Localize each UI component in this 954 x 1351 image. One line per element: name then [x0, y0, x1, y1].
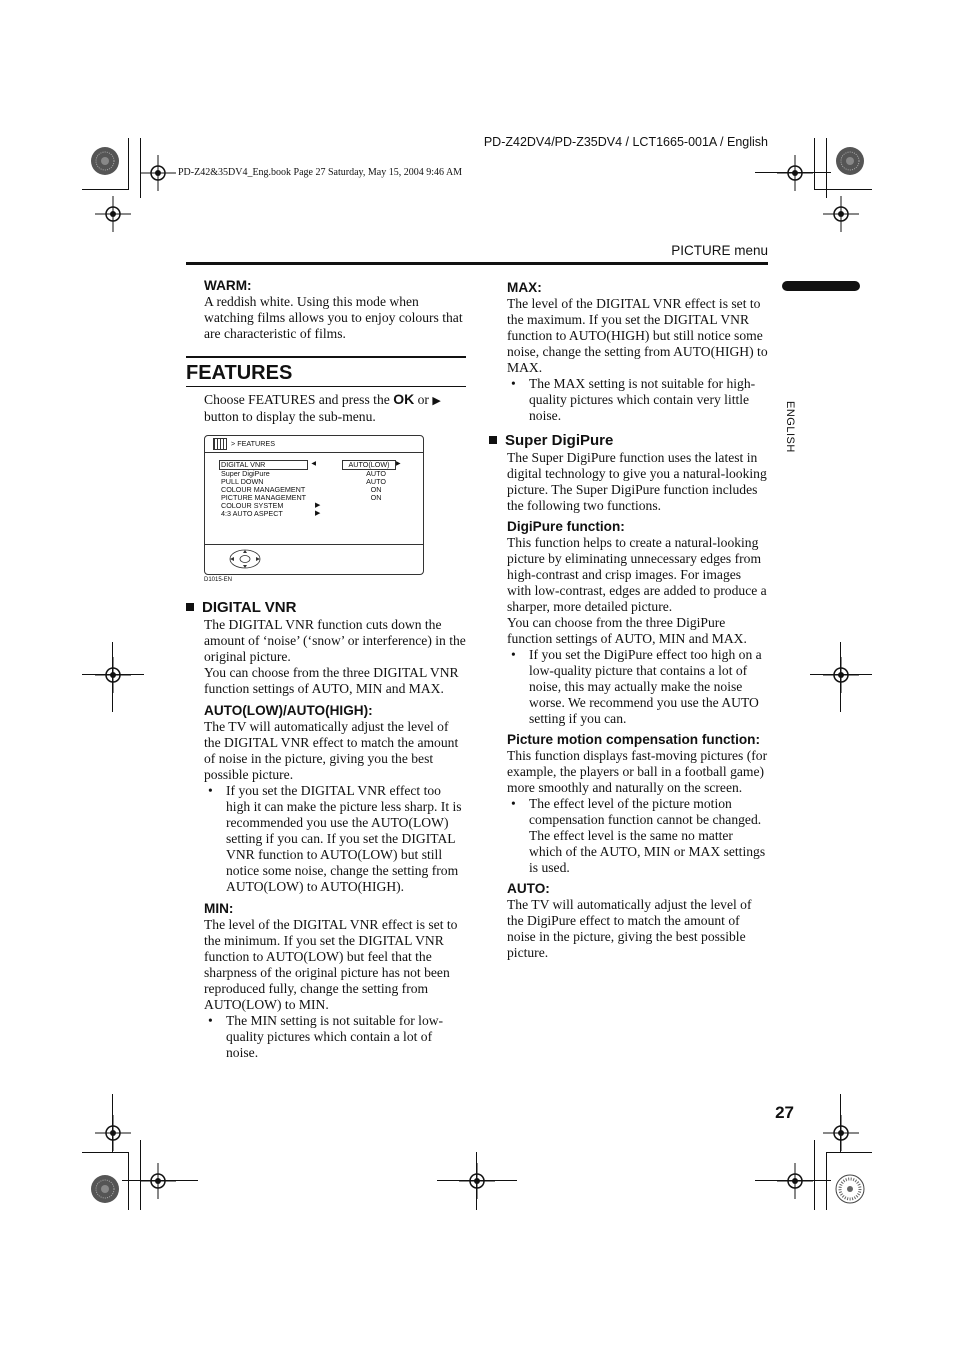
bullet-icon: •	[208, 1013, 213, 1028]
bullet-text: The MAX setting is not suitable for high-quality pictures which contain very little noise.	[529, 376, 756, 423]
bullet-text: The effect level of the picture motion compensation function cannot be changed. The effect level is the same no matter which of the AUTO, MIN or MAX settings is used.	[529, 796, 766, 875]
registration-crosshair-icon	[95, 196, 131, 232]
auto-low-high-heading: AUTO(LOW)/AUTO(HIGH):	[204, 703, 373, 718]
menu-rows	[219, 460, 419, 518]
square-bullet-icon	[186, 603, 194, 611]
menu-row-arrow: ▶	[315, 510, 321, 517]
features-intro-a: Choose FEATURES and press the	[204, 392, 390, 407]
digital-vnr-heading	[186, 599, 466, 617]
bullet-text: The MIN setting is not suitable for low-quality pictures which contain a lot of noise.	[226, 1013, 444, 1060]
vnr-paragraph-1: The DIGITAL VNR function cuts down the amount of ‘noise’ (‘snow’ or interference) in the original picture.	[204, 617, 466, 664]
header-rule	[186, 262, 768, 265]
digital-vnr-heading-text: DIGITAL VNR	[202, 599, 297, 616]
menu-header	[205, 436, 423, 453]
remote-dpad-icon	[229, 549, 261, 569]
auto-low-high-bullet	[204, 783, 466, 895]
registration-crosshair-icon	[777, 1163, 813, 1199]
features-rule-top	[186, 356, 466, 358]
menu-image-code: D1015-EN	[204, 577, 233, 583]
menu-tv-icon	[213, 438, 227, 450]
square-bullet-icon	[489, 436, 497, 444]
registration-crosshair-icon	[777, 155, 813, 191]
bullet-text: If you set the DigiPure effect too high on a low-quality picture that contains a lot of noise, this may actually make the noise worse. We recommend you use the AUTO setting if you can.	[529, 647, 762, 726]
super-digipure-text: The Super DigiPure function uses the latest in digital technology to give you a natural-looking picture. The Super DigiPure function includes the following two functions.	[507, 450, 767, 513]
book-stamp: PD-Z42&35DV4_Eng.book Page 27 Saturday, May 15, 2004 9:46 AM	[178, 167, 463, 178]
menu-row-value: ON	[370, 493, 382, 502]
min-text: The level of the DIGITAL VNR effect is set to the minimum. If you set the DIGITAL VNR function to AUTO(LOW) but feel that the sharpness of the original picture has not been reproduced fully, change the setting from AUTO(LOW) to MIN.	[204, 917, 458, 1012]
menu-right-arrow-icon: ▶	[396, 461, 401, 467]
registration-sunburst-icon	[90, 146, 120, 176]
menu-row-value: AUTO(LOW)	[342, 460, 396, 470]
registration-crosshair-icon	[823, 196, 859, 232]
auto-low-high-text: The TV will automatically adjust the level of the DIGITAL VNR effect to match the amount of noise in the picture, giving you the best possible picture.	[204, 719, 459, 782]
menu-row-auto-aspect	[219, 510, 419, 518]
digipure-function-text-1: This function helps to create a natural-looking picture by eliminating unnecessary edges from high-contrast and crisp images. For images with low-contrast, edges are added to produce a sharper, more detailed picture.	[507, 535, 767, 614]
menu-row-label: 4:3 AUTO ASPECT	[221, 509, 283, 518]
menu-row-label: Super DigiPure	[221, 469, 270, 478]
motion-compensation-heading: Picture motion compensation function:	[507, 732, 760, 747]
registration-crosshair-icon	[459, 1163, 495, 1199]
registration-crosshair-icon	[140, 155, 176, 191]
min-heading: MIN:	[204, 901, 234, 916]
registration-sunburst-icon	[835, 1174, 865, 1204]
language-tab-bar	[782, 281, 860, 291]
super-digipure-heading-text: Super DigiPure	[505, 432, 614, 449]
menu-row-label: PICTURE MANAGEMENT	[221, 493, 307, 502]
digipure-function-heading: DigiPure function:	[507, 519, 625, 534]
registration-crosshair-icon	[95, 657, 131, 693]
menu-row-value: AUTO	[366, 477, 386, 486]
registration-sunburst-icon	[835, 146, 865, 176]
menu-row-label: COLOUR SYSTEM	[221, 501, 284, 510]
menu-breadcrumb: > FEATURES	[231, 439, 275, 448]
features-intro-c: button to display the sub-menu.	[204, 409, 376, 424]
bullet-icon: •	[511, 647, 516, 662]
registration-crosshair-icon	[823, 1115, 859, 1151]
bullet-icon: •	[511, 796, 516, 811]
menu-row-label: DIGITAL VNR	[219, 460, 308, 470]
bullet-icon: •	[511, 376, 516, 391]
registration-crosshair-icon	[823, 657, 859, 693]
features-intro-b: or	[417, 392, 429, 407]
bullet-icon: •	[208, 783, 213, 798]
registration-sunburst-icon	[90, 1174, 120, 1204]
auto-text: The TV will automatically adjust the level of the DigiPure effect to match the amount of noise in the picture, giving the best possible picture.	[507, 897, 752, 960]
document-reference: PD-Z42DV4/PD-Z35DV4 / LCT1665-001A / English	[483, 135, 768, 149]
max-heading: MAX:	[507, 280, 542, 295]
motion-compensation-text: This function displays fast-moving pictures (for example, the players or ball in a football game) more smoothly and naturally on the screen.	[507, 748, 768, 795]
registration-crosshair-icon	[95, 1115, 131, 1151]
motion-compensation-bullet	[507, 796, 768, 876]
menu-row-value: AUTO	[366, 469, 386, 478]
menu-row-value: ON	[370, 485, 382, 494]
right-column	[507, 280, 768, 961]
language-tab-label: ENGLISH	[784, 401, 796, 453]
page-number: 27	[775, 1103, 794, 1122]
max-bullet	[507, 376, 768, 424]
menu-footer-rule	[205, 544, 423, 545]
features-title: FEATURES	[186, 362, 293, 384]
digipure-function-text-2: You can choose from the three DigiPure function settings of AUTO, MIN and MAX.	[507, 615, 747, 646]
auto-heading: AUTO:	[507, 881, 550, 896]
menu-row-label: PULL DOWN	[221, 477, 264, 486]
warm-text: A reddish white. Using this mode when watching films allows you to enjoy colours that are characteristic of films.	[204, 294, 463, 341]
menu-row-label: COLOUR MANAGEMENT	[221, 485, 306, 494]
left-column	[186, 278, 466, 1061]
menu-row-arrow: ▶	[315, 502, 321, 509]
section-title: PICTURE menu	[671, 243, 768, 258]
digipure-function-bullet	[507, 647, 768, 727]
warm-heading: WARM:	[204, 278, 252, 293]
features-rule-bottom	[186, 386, 466, 387]
max-text: The level of the DIGITAL VNR effect is set to the maximum. If you set the DIGITAL VNR function to AUTO(HIGH) but still notice some noise, change the setting from AUTO(HIGH) to MAX.	[507, 296, 768, 375]
bullet-text: If you set the DIGITAL VNR effect too high it can make the picture less sharp. It is recommended you use the AUTO(LOW) setting if you can. If you set the DIGITAL VNR function to AUTO(LOW) but still notice some noise, change the setting from AUTO(LOW) to AUTO(HIGH).	[226, 783, 462, 894]
super-digipure-heading	[489, 432, 768, 450]
features-intro	[204, 391, 466, 425]
features-menu-screen	[204, 435, 424, 575]
right-arrow-icon: ▶	[432, 395, 441, 407]
menu-left-arrow-icon: ◀	[308, 461, 316, 467]
vnr-paragraph-2: You can choose from the three DIGITAL VNR function settings of AUTO, MIN and MAX.	[204, 665, 459, 696]
registration-crosshair-icon	[140, 1163, 176, 1199]
min-bullet	[204, 1013, 466, 1061]
ok-button-icon: OK	[393, 391, 415, 407]
